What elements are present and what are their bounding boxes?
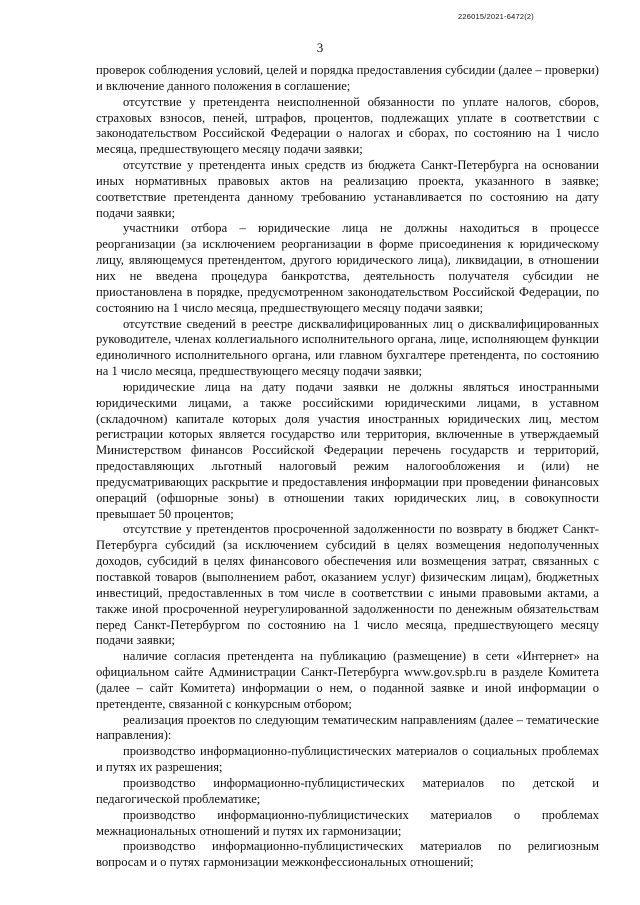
page-number: 3 xyxy=(316,40,324,55)
paragraph: производство информационно-публицистических материалов по религиозным вопросам и о путях гармонизации межконфессиональных отношений; xyxy=(96,839,599,870)
paragraph: юридические лица на дату подачи заявки не должны являться иностранными юридическими лицами, а также российскими юридическими лицами, в уставном (складочном) капитале которых доля участия иностранных юридических лиц, местом регистрации которых является государство или территория, включенные в утверждаемый Министерством финансов Российской Федерации перечень государств и территорий, предоставляющих льготный налоговый режим налогообложения и (или) не предусматривающих раскрытие и предоставления информации при проведении финансовых операций (офшорные зоны) в отношении таких юридических лиц, в совокупности превышает 50 процентов; xyxy=(96,379,599,521)
paragraph: участники отбора – юридические лица не должны находиться в процессе реорганизации (за исключением реорганизации в форме присоединения к юридическому лицу, являющемуся претендентом, другого юридического лица), ликвидации, в отношении них не введена процедура банкротства, деятельность получателя субсидии не приостановлена в порядке, предусмотренном законодательством Российской Федерации, по состоянию на 1 число месяца, предшествующего месяцу подачи заявки; xyxy=(96,221,599,315)
paragraph: проверок соблюдения условий, целей и порядка предоставления субсидии (далее – проверки) и включение данного положения в соглашение; xyxy=(96,63,599,93)
paragraph: производство информационно-публицистических материалов по детской и педагогической проблематике; xyxy=(96,775,599,806)
document-body xyxy=(96,63,599,871)
paragraph: производство информационно-публицистических материалов о проблемах межнациональных отношений и путях их гармонизации; xyxy=(96,807,599,838)
document-code: 226015/2021-6472(2) xyxy=(458,12,534,21)
paragraph: производство информационно-публицистических материалов о социальных проблемах и путях их разрешения; xyxy=(96,744,599,775)
paragraph: наличие согласия претендента на публикацию (размещение) в сети «Интернет» на официальном сайте Администрации Санкт-Петербурга www.gov.spb.ru в разделе Комитета (далее – сайт Комитета) информации о нем, о поданной заявке и иной информации о претенденте, связанной с конкурсным отбором; xyxy=(96,649,599,711)
paragraph: отсутствие у претендента иных средств из бюджета Санкт-Петербурга на основании иных нормативных правовых актов на реализацию проекта, указанного в заявке; соответствие претендента данному требованию устанавливается по состоянию на дату подачи заявки; xyxy=(96,158,599,220)
paragraph: отсутствие у претендентов просроченной задолженности по возврату в бюджет Санкт-Петербурга субсидий (за исключением субсидий в целях возмещения недополученных доходов, субсидий в целях финансового обеспечения или возмещения затрат, связанных с поставкой товаров (выполнением работ, оказанием услуг) физическим лицам), бюджетных инвестиций, предоставленных в том числе в соответствии с иными правовыми актами, а также иной просроченной неурегулированной задолженности по денежным обязательствам перед Санкт-Петербургом по состоянию на 1 число месяца, предшествующего месяцу подачи заявки; xyxy=(96,522,599,648)
paragraph: отсутствие у претендента неисполненной обязанности по уплате налогов, сборов, страховых взносов, пеней, штрафов, процентов, подлежащих уплате в соответствии с законодательством Российской Федерации о налогах и сборах, по состоянию на 1 число месяца, предшествующего месяцу подачи заявки; xyxy=(96,94,599,157)
paragraph: отсутствие сведений в реестре дисквалифицированных лиц о дисквалифицированных руководителе, членах коллегиального исполнительного органа, лице, исполняющем функции единоличного исполнительного органа, или главном бухгалтере претендента, по состоянию на 1 число месяца, предшествующего месяцу подачи заявки; xyxy=(96,316,599,379)
paragraph: реализация проектов по следующим тематическим направлениям (далее – тематические направления): xyxy=(96,712,599,743)
